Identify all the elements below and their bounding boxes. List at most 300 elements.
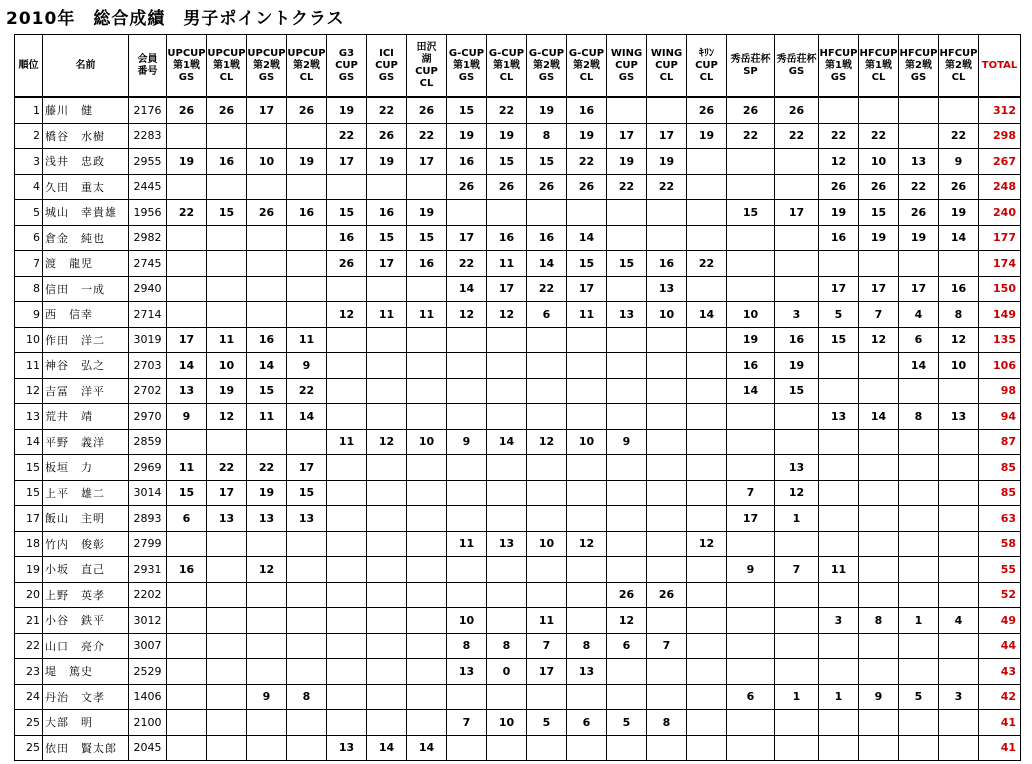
- points-cell: [567, 327, 607, 353]
- points-cell: [287, 557, 327, 583]
- points-cell: 22: [939, 123, 979, 149]
- points-cell: [607, 200, 647, 226]
- points-cell: 14: [367, 735, 407, 761]
- total-cell: 248: [979, 174, 1021, 200]
- points-cell: 10: [567, 429, 607, 455]
- name-cell: 上野 英孝: [43, 582, 129, 608]
- points-cell: [859, 557, 899, 583]
- points-cell: [939, 710, 979, 736]
- points-cell: [859, 353, 899, 379]
- points-cell: [367, 684, 407, 710]
- points-cell: [487, 455, 527, 481]
- points-cell: 22: [899, 174, 939, 200]
- column-header: G3 CUP GS: [327, 35, 367, 98]
- header-row: [15, 35, 1021, 98]
- column-header: HFCUP 第2戦 GS: [899, 35, 939, 98]
- points-cell: [939, 735, 979, 761]
- points-cell: [367, 455, 407, 481]
- column-header: 名前: [43, 35, 129, 98]
- points-cell: 16: [407, 251, 447, 277]
- points-cell: 19: [859, 225, 899, 251]
- points-cell: 13: [899, 149, 939, 175]
- points-cell: 16: [567, 97, 607, 123]
- rank-cell: 22: [15, 633, 43, 659]
- points-cell: [407, 455, 447, 481]
- points-cell: [527, 506, 567, 532]
- points-cell: 17: [247, 97, 287, 123]
- points-cell: [607, 378, 647, 404]
- points-cell: 10: [487, 710, 527, 736]
- points-cell: [899, 659, 939, 685]
- rank-cell: 6: [15, 225, 43, 251]
- points-cell: [727, 404, 775, 430]
- points-cell: 10: [407, 429, 447, 455]
- points-cell: 9: [939, 149, 979, 175]
- points-cell: [327, 531, 367, 557]
- points-cell: 16: [247, 327, 287, 353]
- points-cell: [727, 710, 775, 736]
- points-cell: [527, 480, 567, 506]
- points-cell: [487, 735, 527, 761]
- points-cell: 7: [727, 480, 775, 506]
- points-cell: [687, 480, 727, 506]
- points-cell: 12: [327, 302, 367, 328]
- points-cell: 22: [327, 123, 367, 149]
- points-cell: 26: [859, 174, 899, 200]
- points-cell: 11: [407, 302, 447, 328]
- points-cell: 17: [287, 455, 327, 481]
- points-cell: 19: [899, 225, 939, 251]
- points-cell: [167, 174, 207, 200]
- total-cell: 177: [979, 225, 1021, 251]
- table-body: [15, 97, 1021, 761]
- column-header: UPCUP 第2戦 CL: [287, 35, 327, 98]
- points-cell: [367, 480, 407, 506]
- table-row: [15, 404, 1021, 430]
- points-cell: [367, 353, 407, 379]
- points-cell: [527, 735, 567, 761]
- rank-cell: 25: [15, 710, 43, 736]
- column-header: UPCUP 第2戦 GS: [247, 35, 287, 98]
- points-cell: 26: [287, 97, 327, 123]
- points-cell: 15: [447, 97, 487, 123]
- points-cell: [647, 684, 687, 710]
- member-id-cell: 3007: [129, 633, 167, 659]
- points-cell: [775, 174, 819, 200]
- points-cell: [607, 327, 647, 353]
- points-cell: 22: [527, 276, 567, 302]
- points-cell: 22: [567, 149, 607, 175]
- total-cell: 63: [979, 506, 1021, 532]
- table-row: [15, 506, 1021, 532]
- points-cell: [447, 200, 487, 226]
- points-cell: [819, 531, 859, 557]
- table-row: [15, 174, 1021, 200]
- table-row: [15, 378, 1021, 404]
- points-cell: 13: [207, 506, 247, 532]
- rank-cell: 14: [15, 429, 43, 455]
- points-cell: [607, 735, 647, 761]
- total-cell: 312: [979, 97, 1021, 123]
- member-id-cell: 1406: [129, 684, 167, 710]
- column-header: G-CUP 第2戦 CL: [567, 35, 607, 98]
- points-cell: 8: [859, 608, 899, 634]
- points-cell: [607, 276, 647, 302]
- points-cell: [647, 429, 687, 455]
- rank-cell: 20: [15, 582, 43, 608]
- member-id-cell: 2893: [129, 506, 167, 532]
- points-cell: [407, 353, 447, 379]
- member-id-cell: 2745: [129, 251, 167, 277]
- points-cell: [727, 659, 775, 685]
- points-cell: 3: [819, 608, 859, 634]
- points-cell: 17: [819, 276, 859, 302]
- points-cell: 16: [939, 276, 979, 302]
- points-cell: [939, 251, 979, 277]
- points-cell: [859, 735, 899, 761]
- name-cell: 依田 賢太郎: [43, 735, 129, 761]
- points-cell: [775, 251, 819, 277]
- points-cell: 17: [407, 149, 447, 175]
- points-cell: [939, 429, 979, 455]
- points-cell: [287, 251, 327, 277]
- total-cell: 94: [979, 404, 1021, 430]
- table-row: [15, 480, 1021, 506]
- points-cell: 14: [167, 353, 207, 379]
- points-cell: 22: [775, 123, 819, 149]
- points-cell: [647, 659, 687, 685]
- points-cell: 14: [287, 404, 327, 430]
- points-cell: [247, 608, 287, 634]
- points-cell: 14: [687, 302, 727, 328]
- total-cell: 58: [979, 531, 1021, 557]
- points-cell: 3: [939, 684, 979, 710]
- points-cell: [567, 735, 607, 761]
- points-cell: [687, 225, 727, 251]
- points-cell: 22: [647, 174, 687, 200]
- points-cell: 9: [859, 684, 899, 710]
- name-cell: 久田 重太: [43, 174, 129, 200]
- points-cell: [727, 225, 775, 251]
- points-cell: 11: [247, 404, 287, 430]
- table-row: [15, 633, 1021, 659]
- table-row: [15, 200, 1021, 226]
- name-cell: 浅井 忠政: [43, 149, 129, 175]
- points-cell: [207, 608, 247, 634]
- points-cell: [247, 123, 287, 149]
- points-cell: 9: [447, 429, 487, 455]
- points-cell: 14: [567, 225, 607, 251]
- member-id-cell: 2045: [129, 735, 167, 761]
- member-id-cell: 2970: [129, 404, 167, 430]
- points-cell: 26: [939, 174, 979, 200]
- points-cell: [939, 531, 979, 557]
- rank-cell: 4: [15, 174, 43, 200]
- points-cell: 16: [487, 225, 527, 251]
- points-cell: 14: [527, 251, 567, 277]
- points-cell: [687, 684, 727, 710]
- points-cell: 14: [899, 353, 939, 379]
- points-cell: 11: [487, 251, 527, 277]
- points-cell: [527, 455, 567, 481]
- points-cell: 10: [207, 353, 247, 379]
- points-cell: [775, 608, 819, 634]
- points-cell: [247, 174, 287, 200]
- points-cell: [899, 633, 939, 659]
- points-cell: 8: [647, 710, 687, 736]
- points-cell: [207, 557, 247, 583]
- points-cell: [367, 659, 407, 685]
- points-cell: 17: [775, 200, 819, 226]
- points-cell: [447, 582, 487, 608]
- points-cell: 19: [287, 149, 327, 175]
- name-cell: 作田 洋二: [43, 327, 129, 353]
- points-cell: [859, 251, 899, 277]
- points-cell: [727, 735, 775, 761]
- points-cell: [367, 582, 407, 608]
- points-cell: 17: [167, 327, 207, 353]
- points-cell: 22: [447, 251, 487, 277]
- name-cell: 倉金 純也: [43, 225, 129, 251]
- points-cell: 26: [819, 174, 859, 200]
- points-cell: 19: [487, 123, 527, 149]
- points-cell: [775, 404, 819, 430]
- points-cell: 10: [247, 149, 287, 175]
- rank-cell: 9: [15, 302, 43, 328]
- points-cell: [939, 659, 979, 685]
- points-cell: [327, 710, 367, 736]
- points-cell: [287, 302, 327, 328]
- points-cell: [687, 735, 727, 761]
- name-cell: 西 信幸: [43, 302, 129, 328]
- points-cell: 17: [367, 251, 407, 277]
- rank-cell: 3: [15, 149, 43, 175]
- points-cell: 14: [727, 378, 775, 404]
- points-cell: [647, 404, 687, 430]
- member-id-cell: 2714: [129, 302, 167, 328]
- points-cell: [247, 531, 287, 557]
- rank-cell: 10: [15, 327, 43, 353]
- points-cell: 19: [819, 200, 859, 226]
- rank-cell: 1: [15, 97, 43, 123]
- points-cell: [407, 378, 447, 404]
- total-cell: 85: [979, 480, 1021, 506]
- points-cell: 19: [207, 378, 247, 404]
- points-cell: [647, 225, 687, 251]
- points-cell: 12: [367, 429, 407, 455]
- column-header: WING CUP CL: [647, 35, 687, 98]
- column-header: TOTAL: [979, 35, 1021, 98]
- points-cell: [527, 353, 567, 379]
- rank-cell: 12: [15, 378, 43, 404]
- points-cell: 22: [247, 455, 287, 481]
- points-cell: [607, 531, 647, 557]
- points-cell: 13: [287, 506, 327, 532]
- points-cell: 26: [899, 200, 939, 226]
- table-row: [15, 225, 1021, 251]
- points-cell: 5: [527, 710, 567, 736]
- points-cell: [567, 404, 607, 430]
- total-cell: 52: [979, 582, 1021, 608]
- points-cell: 15: [207, 200, 247, 226]
- points-cell: 17: [327, 149, 367, 175]
- points-cell: [687, 557, 727, 583]
- table-row: [15, 327, 1021, 353]
- points-cell: [367, 404, 407, 430]
- name-cell: 大部 明: [43, 710, 129, 736]
- points-cell: 13: [447, 659, 487, 685]
- points-cell: [167, 123, 207, 149]
- points-cell: 6: [607, 633, 647, 659]
- points-cell: [407, 506, 447, 532]
- points-cell: 22: [727, 123, 775, 149]
- points-cell: [447, 455, 487, 481]
- points-cell: [207, 684, 247, 710]
- points-cell: [727, 633, 775, 659]
- points-cell: [487, 684, 527, 710]
- points-cell: [207, 429, 247, 455]
- points-cell: 14: [939, 225, 979, 251]
- points-cell: [247, 225, 287, 251]
- points-cell: [899, 735, 939, 761]
- name-cell: 上平 雄二: [43, 480, 129, 506]
- points-cell: [527, 378, 567, 404]
- points-cell: 11: [287, 327, 327, 353]
- points-cell: 26: [647, 582, 687, 608]
- points-cell: 15: [247, 378, 287, 404]
- points-cell: 19: [567, 123, 607, 149]
- points-cell: [727, 429, 775, 455]
- points-cell: 12: [207, 404, 247, 430]
- points-cell: [819, 735, 859, 761]
- name-cell: 荒井 靖: [43, 404, 129, 430]
- points-cell: [287, 735, 327, 761]
- table-row: [15, 302, 1021, 328]
- total-cell: 49: [979, 608, 1021, 634]
- points-cell: 26: [687, 97, 727, 123]
- points-cell: 13: [647, 276, 687, 302]
- points-cell: [647, 378, 687, 404]
- column-header: 秀岳荘杯 SP: [727, 35, 775, 98]
- points-cell: 22: [207, 455, 247, 481]
- points-cell: [447, 557, 487, 583]
- total-cell: 135: [979, 327, 1021, 353]
- points-cell: [447, 506, 487, 532]
- points-cell: 14: [487, 429, 527, 455]
- points-cell: [407, 633, 447, 659]
- member-id-cell: 2445: [129, 174, 167, 200]
- points-cell: 15: [775, 378, 819, 404]
- points-cell: [527, 327, 567, 353]
- points-cell: 12: [819, 149, 859, 175]
- points-cell: [607, 353, 647, 379]
- rank-cell: 8: [15, 276, 43, 302]
- points-cell: [247, 633, 287, 659]
- points-cell: [607, 506, 647, 532]
- column-header: UPCUP 第1戦 CL: [207, 35, 247, 98]
- column-header: HFCUP 第2戦 CL: [939, 35, 979, 98]
- points-cell: 19: [775, 353, 819, 379]
- points-cell: [687, 353, 727, 379]
- member-id-cell: 2931: [129, 557, 167, 583]
- points-cell: 11: [207, 327, 247, 353]
- points-cell: [327, 633, 367, 659]
- points-cell: [775, 276, 819, 302]
- points-cell: [819, 659, 859, 685]
- points-cell: [859, 710, 899, 736]
- points-cell: [687, 633, 727, 659]
- points-cell: 13: [327, 735, 367, 761]
- points-cell: 9: [167, 404, 207, 430]
- points-cell: 12: [687, 531, 727, 557]
- points-cell: [687, 506, 727, 532]
- table-row: [15, 531, 1021, 557]
- points-cell: [167, 659, 207, 685]
- name-cell: 信田 一成: [43, 276, 129, 302]
- column-header: 会員 番号: [129, 35, 167, 98]
- points-cell: 17: [899, 276, 939, 302]
- points-cell: [287, 710, 327, 736]
- points-cell: [207, 302, 247, 328]
- column-header: G-CUP 第1戦 GS: [447, 35, 487, 98]
- points-cell: [859, 480, 899, 506]
- points-cell: [859, 378, 899, 404]
- points-cell: [939, 455, 979, 481]
- points-cell: [899, 480, 939, 506]
- points-cell: [819, 378, 859, 404]
- points-cell: [527, 200, 567, 226]
- points-cell: [167, 582, 207, 608]
- member-id-cell: 3019: [129, 327, 167, 353]
- points-cell: [607, 97, 647, 123]
- points-cell: [939, 506, 979, 532]
- points-cell: 6: [527, 302, 567, 328]
- points-cell: [775, 531, 819, 557]
- points-cell: [567, 353, 607, 379]
- ranking-table: [14, 34, 1021, 761]
- total-cell: 106: [979, 353, 1021, 379]
- table-row: [15, 123, 1021, 149]
- points-cell: 19: [447, 123, 487, 149]
- points-cell: 1: [775, 506, 819, 532]
- points-cell: [727, 149, 775, 175]
- points-cell: 13: [939, 404, 979, 430]
- points-cell: 26: [167, 97, 207, 123]
- points-cell: 5: [819, 302, 859, 328]
- points-cell: [647, 531, 687, 557]
- points-cell: 13: [607, 302, 647, 328]
- points-cell: 19: [167, 149, 207, 175]
- table-row: [15, 429, 1021, 455]
- points-cell: 22: [819, 123, 859, 149]
- points-cell: [899, 429, 939, 455]
- member-id-cell: 2859: [129, 429, 167, 455]
- points-cell: [607, 557, 647, 583]
- column-header: HFCUP 第1戦 GS: [819, 35, 859, 98]
- member-id-cell: 2100: [129, 710, 167, 736]
- name-cell: 神谷 弘之: [43, 353, 129, 379]
- points-cell: [287, 633, 327, 659]
- points-cell: 17: [447, 225, 487, 251]
- points-cell: [367, 710, 407, 736]
- points-cell: [407, 276, 447, 302]
- points-cell: [567, 455, 607, 481]
- points-cell: 16: [287, 200, 327, 226]
- points-cell: 16: [367, 200, 407, 226]
- points-cell: 26: [727, 97, 775, 123]
- points-cell: [247, 429, 287, 455]
- points-cell: [487, 327, 527, 353]
